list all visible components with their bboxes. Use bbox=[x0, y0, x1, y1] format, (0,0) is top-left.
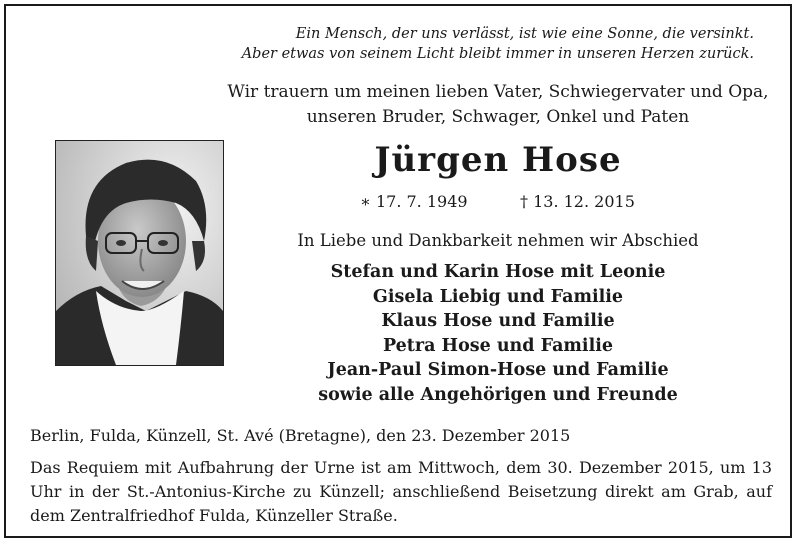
farewell-line: In Liebe und Dankbarkeit nehmen wir Abschied bbox=[297, 231, 699, 250]
memorial-quote bbox=[0, 24, 754, 64]
mourner-entry: Stefan und Karin Hose mit Leonie bbox=[330, 262, 666, 282]
mourning-intro bbox=[220, 80, 776, 130]
quote-line-1: Ein Mensch, der uns verlässt, ist wie eine Sonne, die versinkt. bbox=[295, 26, 754, 42]
death-date: † 13. 12. 2015 bbox=[520, 192, 635, 211]
intro-line-1: Wir trauern um meinen lieben Vater, Schwiegervater und Opa, bbox=[227, 82, 769, 102]
deceased-name: Jürgen Hose bbox=[374, 140, 622, 180]
requiem-notice: Das Requiem mit Aufbahrung der Urne ist am Mittwoch, dem 30. Dezember 2015, um 13 Uhr in der St.-Antonius-Kirche zu Künzell; anschließend Beisetzung direkt am Grab, auf dem Zentralfriedhof Fulda, Künzeller Straße. bbox=[30, 458, 772, 525]
mourner-entry: sowie alle Angehörigen und Freunde bbox=[318, 384, 678, 405]
mourner-entry: Gisela Liebig und Familie bbox=[372, 286, 624, 307]
mourner-entry: Jean-Paul Simon-Hose und Familie bbox=[327, 360, 669, 380]
intro-line-2: unseren Bruder, Schwager, Onkel und Paten bbox=[306, 107, 690, 127]
mourner-entry: Klaus Hose und Familie bbox=[381, 311, 615, 331]
mourner-entry: Petra Hose und Familie bbox=[382, 335, 614, 356]
quote-line-2: Aber etwas von seinem Licht bleibt immer in unseren Herzen zurück. bbox=[241, 46, 754, 62]
mourners-list bbox=[220, 260, 776, 407]
place-and-date: Berlin, Fulda, Künzell, St. Avé (Bretagne), den 23. Dezember 2015 bbox=[30, 426, 571, 445]
portrait-illustration bbox=[56, 141, 223, 365]
portrait-photo bbox=[55, 140, 224, 366]
birth-date: ∗ 17. 7. 1949 bbox=[360, 192, 468, 211]
